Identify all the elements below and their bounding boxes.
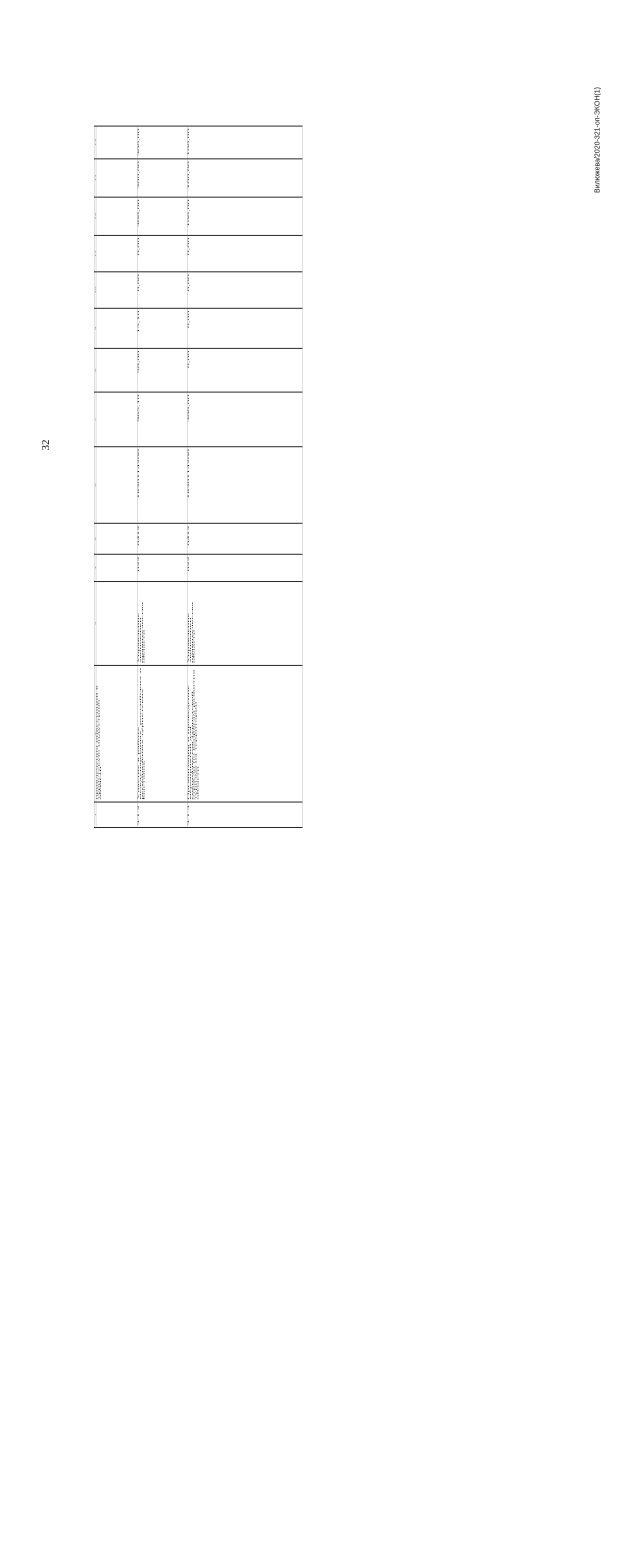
col-header: 10 (94, 272, 96, 308)
row-name: Участие в работе международных, российских и региональных туристских выставок (138, 665, 188, 802)
page-number: 32 (40, 439, 52, 451)
cell-c11: 0,00 (188, 235, 303, 271)
row-code: 3.1.3 (188, 802, 303, 828)
budget-table-container (94, 58, 640, 1558)
cell-c11 (96, 235, 138, 271)
cell-c8 (96, 348, 138, 392)
col-header: 6 (94, 447, 96, 524)
cell-c9 (96, 308, 138, 348)
cell-c6: 1830114200 (188, 447, 303, 524)
row-executor: Управление экономики правительства области (188, 582, 303, 666)
col-header: 7 (94, 392, 96, 447)
cell-c10: 0,00 (188, 272, 303, 308)
cell-c13 (96, 159, 138, 197)
cell-c12: 100,00 (188, 197, 303, 235)
cell-c7: 300,00 (188, 392, 303, 447)
cell-c5 (96, 523, 138, 554)
row-executor: Управление экономики правительства области (138, 582, 188, 666)
col-header: 11 (94, 235, 96, 271)
cell-c4 (96, 554, 138, 581)
col-header: 5 (94, 523, 96, 554)
cell-c4: 022 (188, 554, 303, 581)
cell-c6 (96, 447, 138, 524)
cell-c7: 965,10 (138, 392, 188, 447)
cell-c14 (96, 126, 138, 159)
cell-c10 (96, 272, 138, 308)
cell-c12: 300,00 (138, 197, 188, 235)
col-header: 9 (94, 308, 96, 348)
row-name: привлечения инвестиций в туристскую индустрию области (96, 665, 138, 802)
row-name: Организация и проведение мероприятий для специалистов туристской отрасли по вопросам развития туризма на территории области (188, 665, 303, 802)
col-header: 13 (94, 159, 96, 197)
cell-c11: 0,00 (138, 235, 188, 271)
col-header: 14 (94, 126, 96, 159)
cell-c9: 15,10 (138, 308, 188, 348)
table-row (138, 126, 188, 827)
row-code (96, 802, 138, 828)
cell-c13: 300,00 (138, 159, 188, 197)
cell-c13: 100,00 (188, 159, 303, 197)
col-header: 1 (94, 802, 96, 828)
cell-c10: 0,00 (138, 272, 188, 308)
cell-c4: 022 (138, 554, 188, 581)
table-row (188, 126, 303, 827)
cell-c5: 0412 (188, 523, 303, 554)
cell-c8: 0,00 (188, 348, 303, 392)
document-code: Вилюжева/2020-321-оп-ЭКОН(1) (594, 87, 602, 193)
cell-c6: 1830114200 (138, 447, 188, 524)
row-code: 3.1.2 (138, 802, 188, 828)
cell-c5: 0412 (138, 523, 188, 554)
col-header: 4 (94, 554, 96, 581)
cell-c14: 300,00 (138, 126, 188, 159)
budget-table (94, 126, 303, 828)
cell-c9: 0,00 (188, 308, 303, 348)
cell-c7 (96, 392, 138, 447)
table-row (96, 126, 138, 827)
cell-c14: 100,00 (188, 126, 303, 159)
cell-c12 (96, 197, 138, 235)
col-header: 2 (94, 665, 96, 802)
row-executor (96, 582, 138, 666)
col-header: 12 (94, 197, 96, 235)
col-header: 8 (94, 348, 96, 392)
cell-c8: 50,00 (138, 348, 188, 392)
col-header: 3 (94, 582, 96, 666)
